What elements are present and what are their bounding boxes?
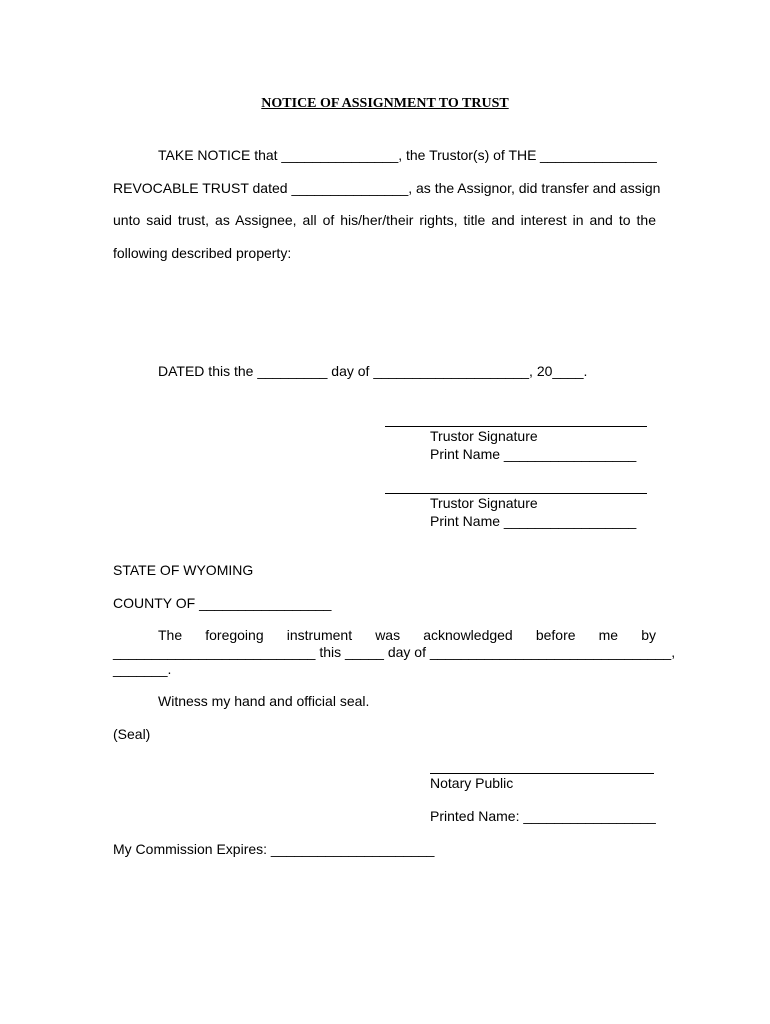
notice-line-1-trust-name: _______________ bbox=[540, 147, 657, 163]
trustor-signature-label-1: Trustor Signature bbox=[430, 428, 538, 444]
notary-signature-line bbox=[430, 773, 654, 774]
trustor-signature-label-2: Trustor Signature bbox=[430, 495, 538, 511]
notice-line-2: REVOCABLE TRUST dated _______________, as the Assignor, did transfer and assign bbox=[113, 180, 661, 196]
notice-line-1: TAKE NOTICE that _______________, the Trustor(s) of THE bbox=[158, 147, 537, 163]
trustor-print-name-2: Print Name _________________ bbox=[430, 513, 637, 529]
notary-printed-name: Printed Name: _________________ bbox=[430, 808, 656, 824]
notice-line-4: following described property: bbox=[113, 245, 292, 261]
seal-label: (Seal) bbox=[113, 726, 151, 742]
dated-line: DATED this the _________ day of ____________________, 20____. bbox=[158, 363, 588, 379]
notice-line-3: unto said trust, as Assignee, all of his/her/their rights, title and interest in and to the bbox=[113, 212, 656, 228]
witness-line: Witness my hand and official seal. bbox=[158, 693, 370, 709]
notary-public-label: Notary Public bbox=[430, 775, 514, 791]
acknowledgment-line-2: __________________________ this _____ day of _______________________________, bbox=[113, 644, 676, 660]
document-title: NOTICE OF ASSIGNMENT TO TRUST bbox=[261, 96, 509, 111]
state-line: STATE OF WYOMING bbox=[113, 562, 254, 578]
trustor-signature-line-2 bbox=[385, 493, 647, 494]
county-line: COUNTY OF _________________ bbox=[113, 595, 332, 611]
commission-expires-line: My Commission Expires: _____________________ bbox=[113, 841, 435, 857]
acknowledgment-line-3: _______. bbox=[113, 661, 172, 677]
trustor-print-name-1: Print Name _________________ bbox=[430, 446, 637, 462]
acknowledgment-line-1: The foregoing instrument was acknowledged before me by bbox=[158, 627, 656, 643]
trustor-signature-line-1 bbox=[385, 426, 647, 427]
